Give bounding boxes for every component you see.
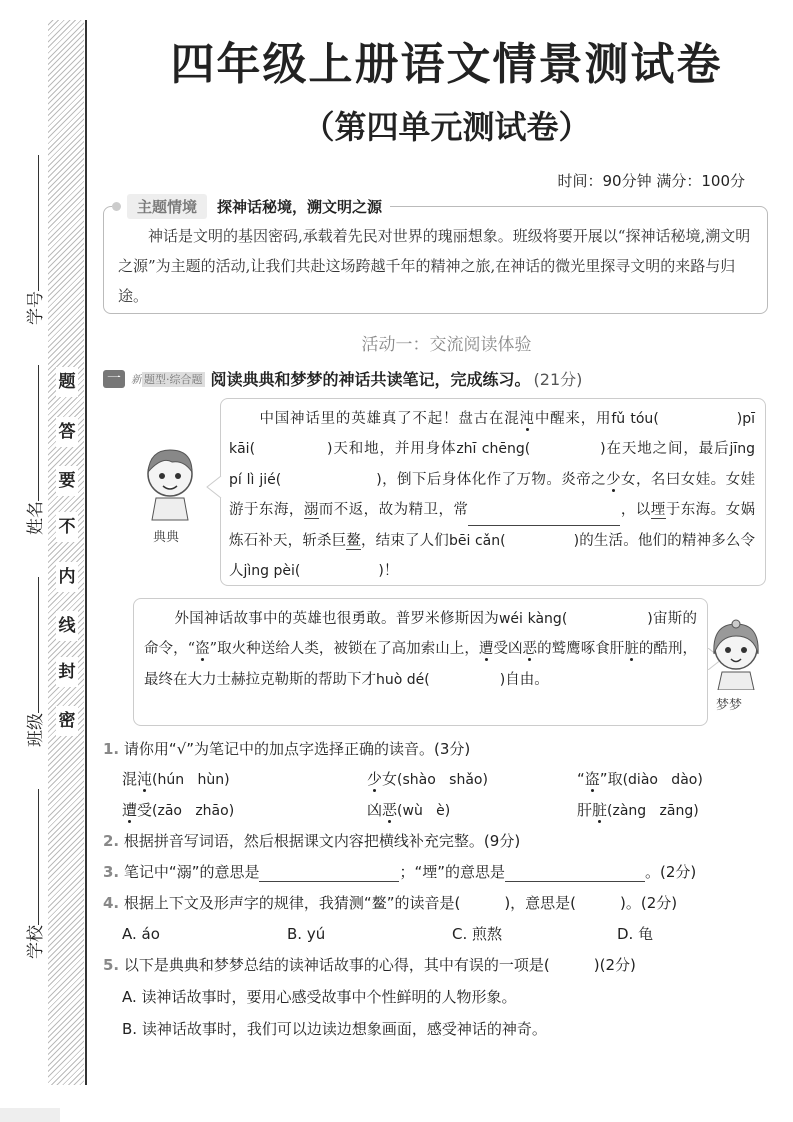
seal-char: 答: [56, 417, 78, 447]
question-number: 1.: [103, 740, 120, 758]
question-text: )。(2分): [620, 894, 678, 912]
pinyin: bēi cǎn: [448, 533, 501, 550]
section-tag: [131, 371, 205, 387]
seal-char: 线: [56, 611, 78, 641]
section-score: (21分): [533, 370, 583, 389]
speaker-name: 典典: [153, 530, 180, 545]
item-text: ”取: [599, 770, 623, 788]
blank[interactable]: ( ): [294, 563, 384, 580]
note-text: 的鹫鹰啄食肝: [537, 641, 625, 658]
boy-avatar-icon: [138, 442, 202, 522]
pinyin-options: (wù è): [397, 803, 451, 819]
question-5: [103, 954, 636, 975]
item-text: 受: [137, 801, 153, 819]
q1-options-row: [122, 799, 762, 820]
activity-heading: 活动一：交流阅读体验: [361, 335, 532, 355]
field-label: 班级: [25, 713, 46, 747]
pinyin: huò dé: [376, 671, 425, 688]
student-id-field[interactable]: [21, 155, 45, 325]
field-label: 姓名: [25, 501, 46, 535]
question-1: [103, 738, 470, 759]
pinyin-options: (shào shǎo): [397, 772, 488, 788]
pinyin: fǔ tóu: [611, 411, 654, 427]
section-number: 一: [103, 370, 125, 388]
note-text: 自由。: [505, 671, 549, 688]
seal-char: 要: [56, 466, 78, 496]
pinyin: wéi kàng: [498, 611, 562, 627]
item-text: 女: [382, 770, 398, 788]
note-text: 天和地，并用身体: [332, 441, 457, 458]
note-text: 外国神话故事中的英雄也很勇敢。普罗米修斯因为: [174, 611, 499, 627]
question-number: 5.: [103, 956, 120, 974]
dot-icon: [112, 202, 121, 211]
question-text: ；“堙”的意思是: [399, 863, 506, 881]
q4-options: [122, 923, 653, 944]
question-text: 以下是典典和梦梦总结的读神话故事的心得，其中有误的一项是(: [123, 956, 550, 974]
note-text: 在天地之间，最后: [605, 441, 730, 458]
pinyin-options: (hún hùn): [152, 772, 230, 788]
option-c[interactable]: C. 煎熬: [452, 925, 503, 943]
underlined-char: 鳌: [346, 533, 361, 550]
option-b[interactable]: B. 读神话故事时，我们可以边读边想象画面，感受神话的神奇。: [122, 1020, 547, 1038]
field-line: [27, 365, 39, 501]
question-text: )，意思是(: [504, 894, 577, 912]
dotted-char: 脏: [624, 641, 639, 658]
seal-char: 不: [56, 512, 78, 542]
school-field[interactable]: [21, 789, 45, 959]
blank[interactable]: ( ): [561, 611, 653, 627]
binding-line: [85, 20, 87, 1085]
field-line: [27, 789, 39, 925]
question-number: 4.: [103, 894, 120, 912]
blank[interactable]: ( ): [653, 411, 743, 427]
blank[interactable]: ( ): [424, 671, 506, 688]
field-label: 学号: [25, 291, 46, 325]
question-text: 根据上下文及形声字的规律，我猜测“鳌”的读音是(: [123, 894, 461, 912]
dotted-char: 少: [606, 471, 622, 488]
footer-mark: [0, 1108, 60, 1122]
question-2: [103, 830, 520, 851]
seal-char: 题: [56, 367, 78, 397]
pinyin-options: (zàng zāng): [607, 803, 699, 819]
dotted-char: 少: [367, 770, 383, 788]
page-title: 四年级上册语文情景测试卷: [170, 39, 723, 90]
question-4: [103, 892, 677, 913]
field-line: [27, 577, 39, 713]
blank[interactable]: ( ): [275, 471, 382, 488]
blank[interactable]: ( ): [249, 441, 333, 458]
q1-item[interactable]: [577, 799, 699, 820]
field-line: [27, 155, 39, 291]
blank[interactable]: ( ): [500, 533, 580, 550]
q1-item[interactable]: [577, 768, 703, 789]
time-score-info: 时间：90分钟 满分：100分: [557, 172, 745, 190]
speaker-name: 梦梦: [716, 698, 743, 713]
bubble-pointer: [206, 476, 222, 498]
note-text: 中醒来，用: [534, 411, 612, 427]
page-subtitle: （第四单元测试卷）: [302, 108, 591, 146]
question-text: 请你用“√”为笔记中的加点字选择正确的读音。(3分): [123, 740, 471, 758]
pinyin: jīng pí lì jié: [229, 441, 755, 488]
dotted-char: 恶: [382, 801, 398, 819]
name-field[interactable]: [21, 365, 45, 535]
question-text: 笔记中“溺”的意思是: [123, 863, 260, 881]
pinyin: zhī chēng: [456, 441, 525, 458]
note-text: 于东海。女娲炼石补天，斩杀巨: [229, 501, 756, 550]
option-a[interactable]: A. áo: [122, 925, 160, 943]
note-text: 中国神话里的英雄真了不起！盘古在混: [259, 411, 520, 427]
note-text: ，结束了人们: [360, 533, 449, 550]
dotted-char: 恶: [522, 641, 538, 658]
note-text: 女，名曰女娃。女娃游于东海，: [229, 471, 755, 518]
dotted-char: 脏: [592, 801, 608, 819]
question-text: 根据拼音写词语，然后根据课文内容把横线补充完整。(9分): [123, 832, 521, 850]
pinyin: jìng pèi: [243, 563, 295, 580]
seal-char: 封: [56, 657, 78, 687]
q1-item[interactable]: [367, 799, 577, 820]
option-d[interactable]: D. 龟: [617, 925, 654, 943]
item-text: 肝: [577, 801, 593, 819]
new-tag: 新: [131, 372, 142, 386]
option-b[interactable]: B. yú: [287, 925, 326, 943]
field-label: 学校: [25, 925, 46, 959]
seal-char: 密: [56, 706, 78, 736]
type-tag: 题型·综合题: [144, 372, 203, 386]
binding-hatch: [48, 20, 84, 1085]
note-bubble-mengmeng: [133, 598, 708, 726]
dotted-char: 遭: [122, 801, 138, 819]
theme-title: 探神话秘境，溯文明之源: [217, 198, 383, 216]
underlined-char: 溺: [303, 501, 319, 518]
note-text: 宙斯的命令，“: [144, 611, 698, 658]
question-text: 。(2分): [645, 863, 697, 881]
pinyin-options: (zāo zhāo): [152, 803, 235, 819]
dotted-char: 遭: [478, 641, 494, 658]
item-text: “: [577, 770, 585, 788]
note-text: 的酷刑，最终在大力士赫拉克勒斯的帮助下才: [144, 641, 698, 688]
pinyin-options: (diào dào): [622, 772, 703, 788]
question-number: 3.: [103, 863, 120, 881]
section-title: 阅读典典和梦梦的神话共读笔记，完成练习。: [210, 370, 531, 389]
note-text: ，以: [620, 501, 651, 518]
girl-avatar-icon: [704, 614, 768, 690]
note-text: 而不返，故为精卫，常: [318, 501, 469, 518]
note-text: ！: [383, 563, 399, 580]
note-text: ，倒下后身体化作了万物。炎帝之: [381, 471, 607, 488]
fill-line[interactable]: [468, 508, 620, 526]
section-header: [103, 367, 582, 390]
pinyin: pī kāi: [229, 411, 756, 458]
class-field[interactable]: [21, 577, 45, 747]
seal-char: 内: [56, 562, 78, 592]
note-bubble-diandian: [220, 398, 766, 586]
question-number: 2.: [103, 832, 120, 850]
question-text: )(2分): [593, 956, 636, 974]
option-a[interactable]: A. 读神话故事时，要用心感受故事中个性鲜明的人物形象。: [122, 988, 517, 1006]
theme-header: [112, 194, 390, 219]
blank[interactable]: ( ): [524, 441, 606, 458]
note-text: 的生活。他们的精神多么令人: [229, 533, 756, 580]
underlined-char: 堙: [650, 501, 666, 518]
dotted-char: 盗: [195, 641, 210, 658]
answer-line[interactable]: [505, 864, 645, 882]
question-3: [103, 861, 696, 882]
theme-box: [103, 206, 768, 314]
item-text: 凶: [367, 801, 383, 819]
dotted-char: 沌: [519, 411, 535, 427]
dotted-char: 沌: [137, 770, 153, 788]
answer-line[interactable]: [259, 864, 399, 882]
note-text: 受凶: [493, 641, 523, 658]
q1-options-row: [122, 768, 762, 789]
theme-body: 神话是文明的基因密码,承载着先民对世界的瑰丽想象。班级将要开展以“探神话秘境,溯文明之源”为主题的活动,让我们共赴这场跨越千年的精神之旅,在神话的微光里探寻文明的来路与归途。: [118, 227, 751, 305]
item-text: 混: [122, 770, 138, 788]
dotted-char: 盗: [584, 770, 600, 788]
theme-tag: 主题情境: [127, 194, 207, 219]
note-text: ”取火种送给人类，被锁在了高加索山上，: [209, 641, 479, 658]
q1-item[interactable]: [367, 768, 577, 789]
q1-item[interactable]: [122, 768, 367, 789]
q1-item[interactable]: [122, 799, 367, 820]
